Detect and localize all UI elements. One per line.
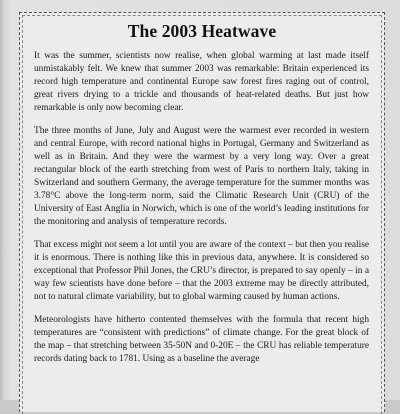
article-frame [19,12,385,412]
paragraph-2: The three months of June, July and August were the warmest ever recorded in western and central Europe, with record national highs in Portugal, Germany and Switzerland as well as in Britain. And they were the warmest by a very long way. Over a great rectangular block of the earth stretching from west of Paris to northern Italy, taking in Switzerland and southern Germany, the average temperature for the summer months was 3.78°C above the long-term norm, said the Climatic Research Unit (CRU) of the University of East Anglia in Norwich, which is one of the world’s leading institutions for the monitoring and analysis of temperature records. [34,126,369,227]
paragraph-4: Meteorologists have hitherto contented themselves with the formula that recent high temperatures are “consistent with predictions” of climate change. For the great block of the map – that stretching between 35-50N and 0-20E – the CRU has reliable temperature records dating back to 1781. Using as a baseline the average [34,315,369,364]
article-title: The 2003 Heatwave [127,21,277,41]
paragraph-1: It was the summer, scientists now realise, when global warming at last made itself unmistakably felt. We knew that summer 2003 was remarkable: Britain experienced its record high temperature and continental Europe saw forest fires raging out of control, great rivers drying to a trickle and thousands of heat-related deaths. But just how remarkable is only now becoming clear. [34,51,369,113]
article-body [20,50,384,366]
paragraph-3: That excess might not seem a lot until you are aware of the context – but then you realise it is enormous. There is nothing like this in previous data, anywhere. It is considered so exceptional that Professor Phil Jones, the CRU’s director, is prepared to say openly – in a way few scientists have done before – that the 2003 extreme may be directly attributed, not to natural climate variability, but to global warming caused by human actions. [34,240,369,302]
